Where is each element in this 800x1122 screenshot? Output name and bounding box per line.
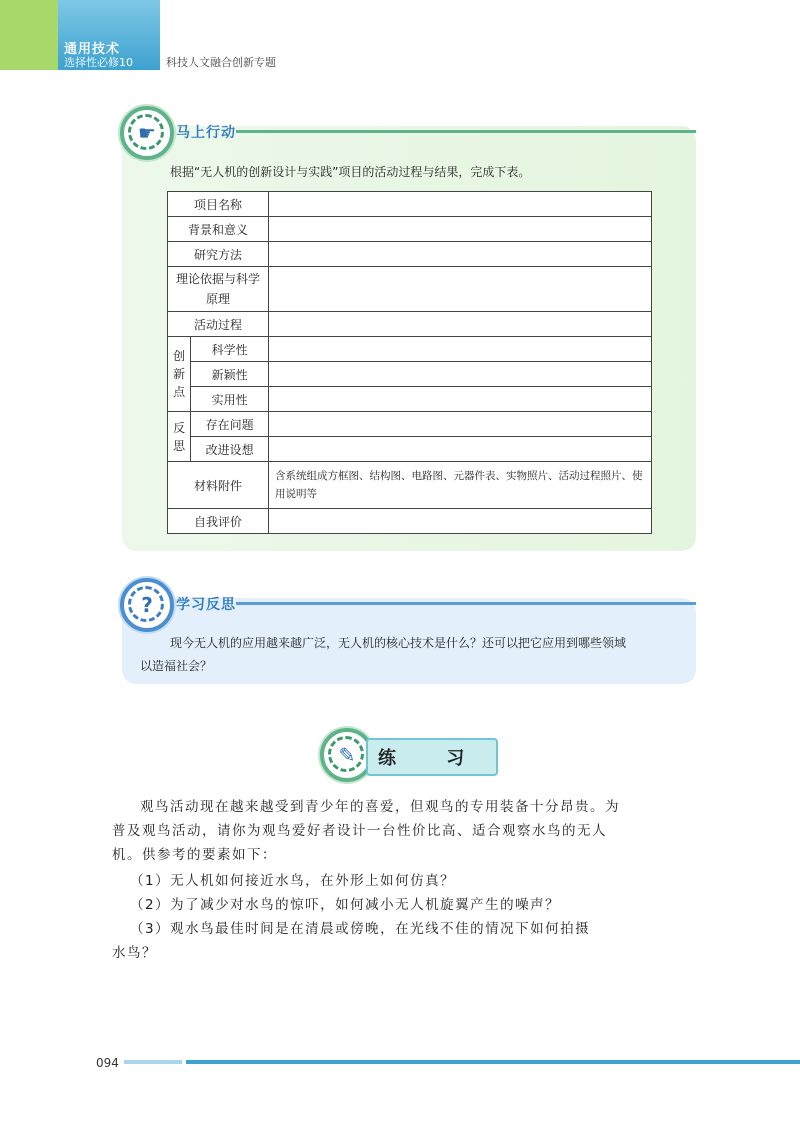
cell-process[interactable] — [269, 312, 652, 337]
practice-item-3: （3）观水鸟最佳时间是在清晨或傍晚，在光线不佳的情况下如何拍摄 — [130, 921, 591, 937]
reflection-badge-icon — [120, 578, 174, 632]
action-intro: 根据“无人机的创新设计与实践”项目的活动过程与结果，完成下表。 — [170, 165, 531, 179]
table-row — [168, 362, 652, 387]
practice-item-2: （2）为了减少对水鸟的惊吓，如何减小无人机旋翼产生的噪声？ — [130, 897, 561, 913]
row-label-scientific: 科学性 — [191, 337, 269, 362]
reflection-text-line1: 现今无人机的应用越来越广泛，无人机的核心技术是什么？还可以把它应用到哪些领域 — [170, 636, 627, 650]
table-row — [168, 387, 652, 412]
cell-practicality[interactable] — [269, 387, 652, 412]
row-label-self-eval: 自我评价 — [168, 509, 269, 534]
table-row — [168, 509, 652, 534]
header-green-block — [0, 0, 58, 70]
row-label-theory: 理论依据与科学原理 — [168, 267, 269, 312]
row-label-method: 研究方法 — [168, 242, 269, 267]
cell-problems[interactable] — [269, 412, 652, 437]
table-row — [168, 437, 652, 462]
table-row — [168, 267, 652, 312]
cell-novelty[interactable] — [269, 362, 652, 387]
action-section-rule — [236, 130, 696, 133]
row-label-background: 背景和意义 — [168, 217, 269, 242]
pointing-hand-icon: ☛ — [138, 121, 156, 145]
book-title: 通用技术 — [64, 42, 121, 57]
page-number: 094 — [96, 1056, 119, 1070]
table-row — [168, 192, 652, 217]
reflection-section-label: 学习反思 — [176, 597, 236, 613]
book-topic: 科技人文融合创新专题 — [166, 56, 276, 69]
practice-item-1: （1）无人机如何接近水鸟，在外形上如何仿真？ — [130, 873, 456, 889]
action-section-label: 马上行动 — [176, 125, 236, 141]
table-row — [168, 242, 652, 267]
cell-improve[interactable] — [269, 437, 652, 462]
project-table — [167, 191, 652, 534]
group-label-reflect: 反思 — [168, 412, 191, 462]
action-badge-icon — [120, 106, 174, 160]
reflection-section-rule — [236, 602, 696, 605]
cell-attachments-note: 含系统组成方框图、结构图、电路图、元器件表、实物照片、活动过程照片、使用说明等 — [269, 462, 652, 509]
row-label-name: 项目名称 — [168, 192, 269, 217]
practice-item-3-cont: 水鸟？ — [112, 945, 157, 961]
practice-para-line3: 机。供参考的要素如下： — [112, 847, 277, 863]
cell-background[interactable] — [269, 217, 652, 242]
cell-self-eval[interactable] — [269, 509, 652, 534]
row-label-attachments: 材料附件 — [168, 462, 269, 509]
practice-heading: 练 习 — [378, 748, 487, 769]
reflection-text-line2: 以造福社会？ — [140, 659, 213, 673]
table-row — [168, 462, 652, 509]
row-label-practicality: 实用性 — [191, 387, 269, 412]
question-mark-icon: ? — [141, 593, 153, 617]
group-label-innovation: 创新点 — [168, 337, 191, 412]
cell-scientific[interactable] — [269, 337, 652, 362]
table-row — [168, 217, 652, 242]
table-row — [168, 337, 652, 362]
book-subtitle: 选择性必修10 — [64, 56, 133, 69]
row-label-improve: 改进设想 — [191, 437, 269, 462]
practice-para-line1: 观鸟活动现在越来越受到青少年的喜爱，但观鸟的专用装备十分昂贵。为 — [140, 799, 620, 815]
table-row — [168, 412, 652, 437]
footer-bar-light — [124, 1060, 182, 1064]
cell-method[interactable] — [269, 242, 652, 267]
row-label-process: 活动过程 — [168, 312, 269, 337]
cell-theory[interactable] — [269, 267, 652, 312]
footer-bar — [186, 1060, 800, 1064]
row-label-problems: 存在问题 — [191, 412, 269, 437]
pencil-icon: ✎ — [338, 743, 356, 767]
practice-para-line2: 普及观鸟活动，请你为观鸟爱好者设计一台性价比高、适合观察水鸟的无人 — [112, 823, 607, 839]
row-label-novelty: 新颖性 — [191, 362, 269, 387]
cell-name[interactable] — [269, 192, 652, 217]
table-row — [168, 312, 652, 337]
